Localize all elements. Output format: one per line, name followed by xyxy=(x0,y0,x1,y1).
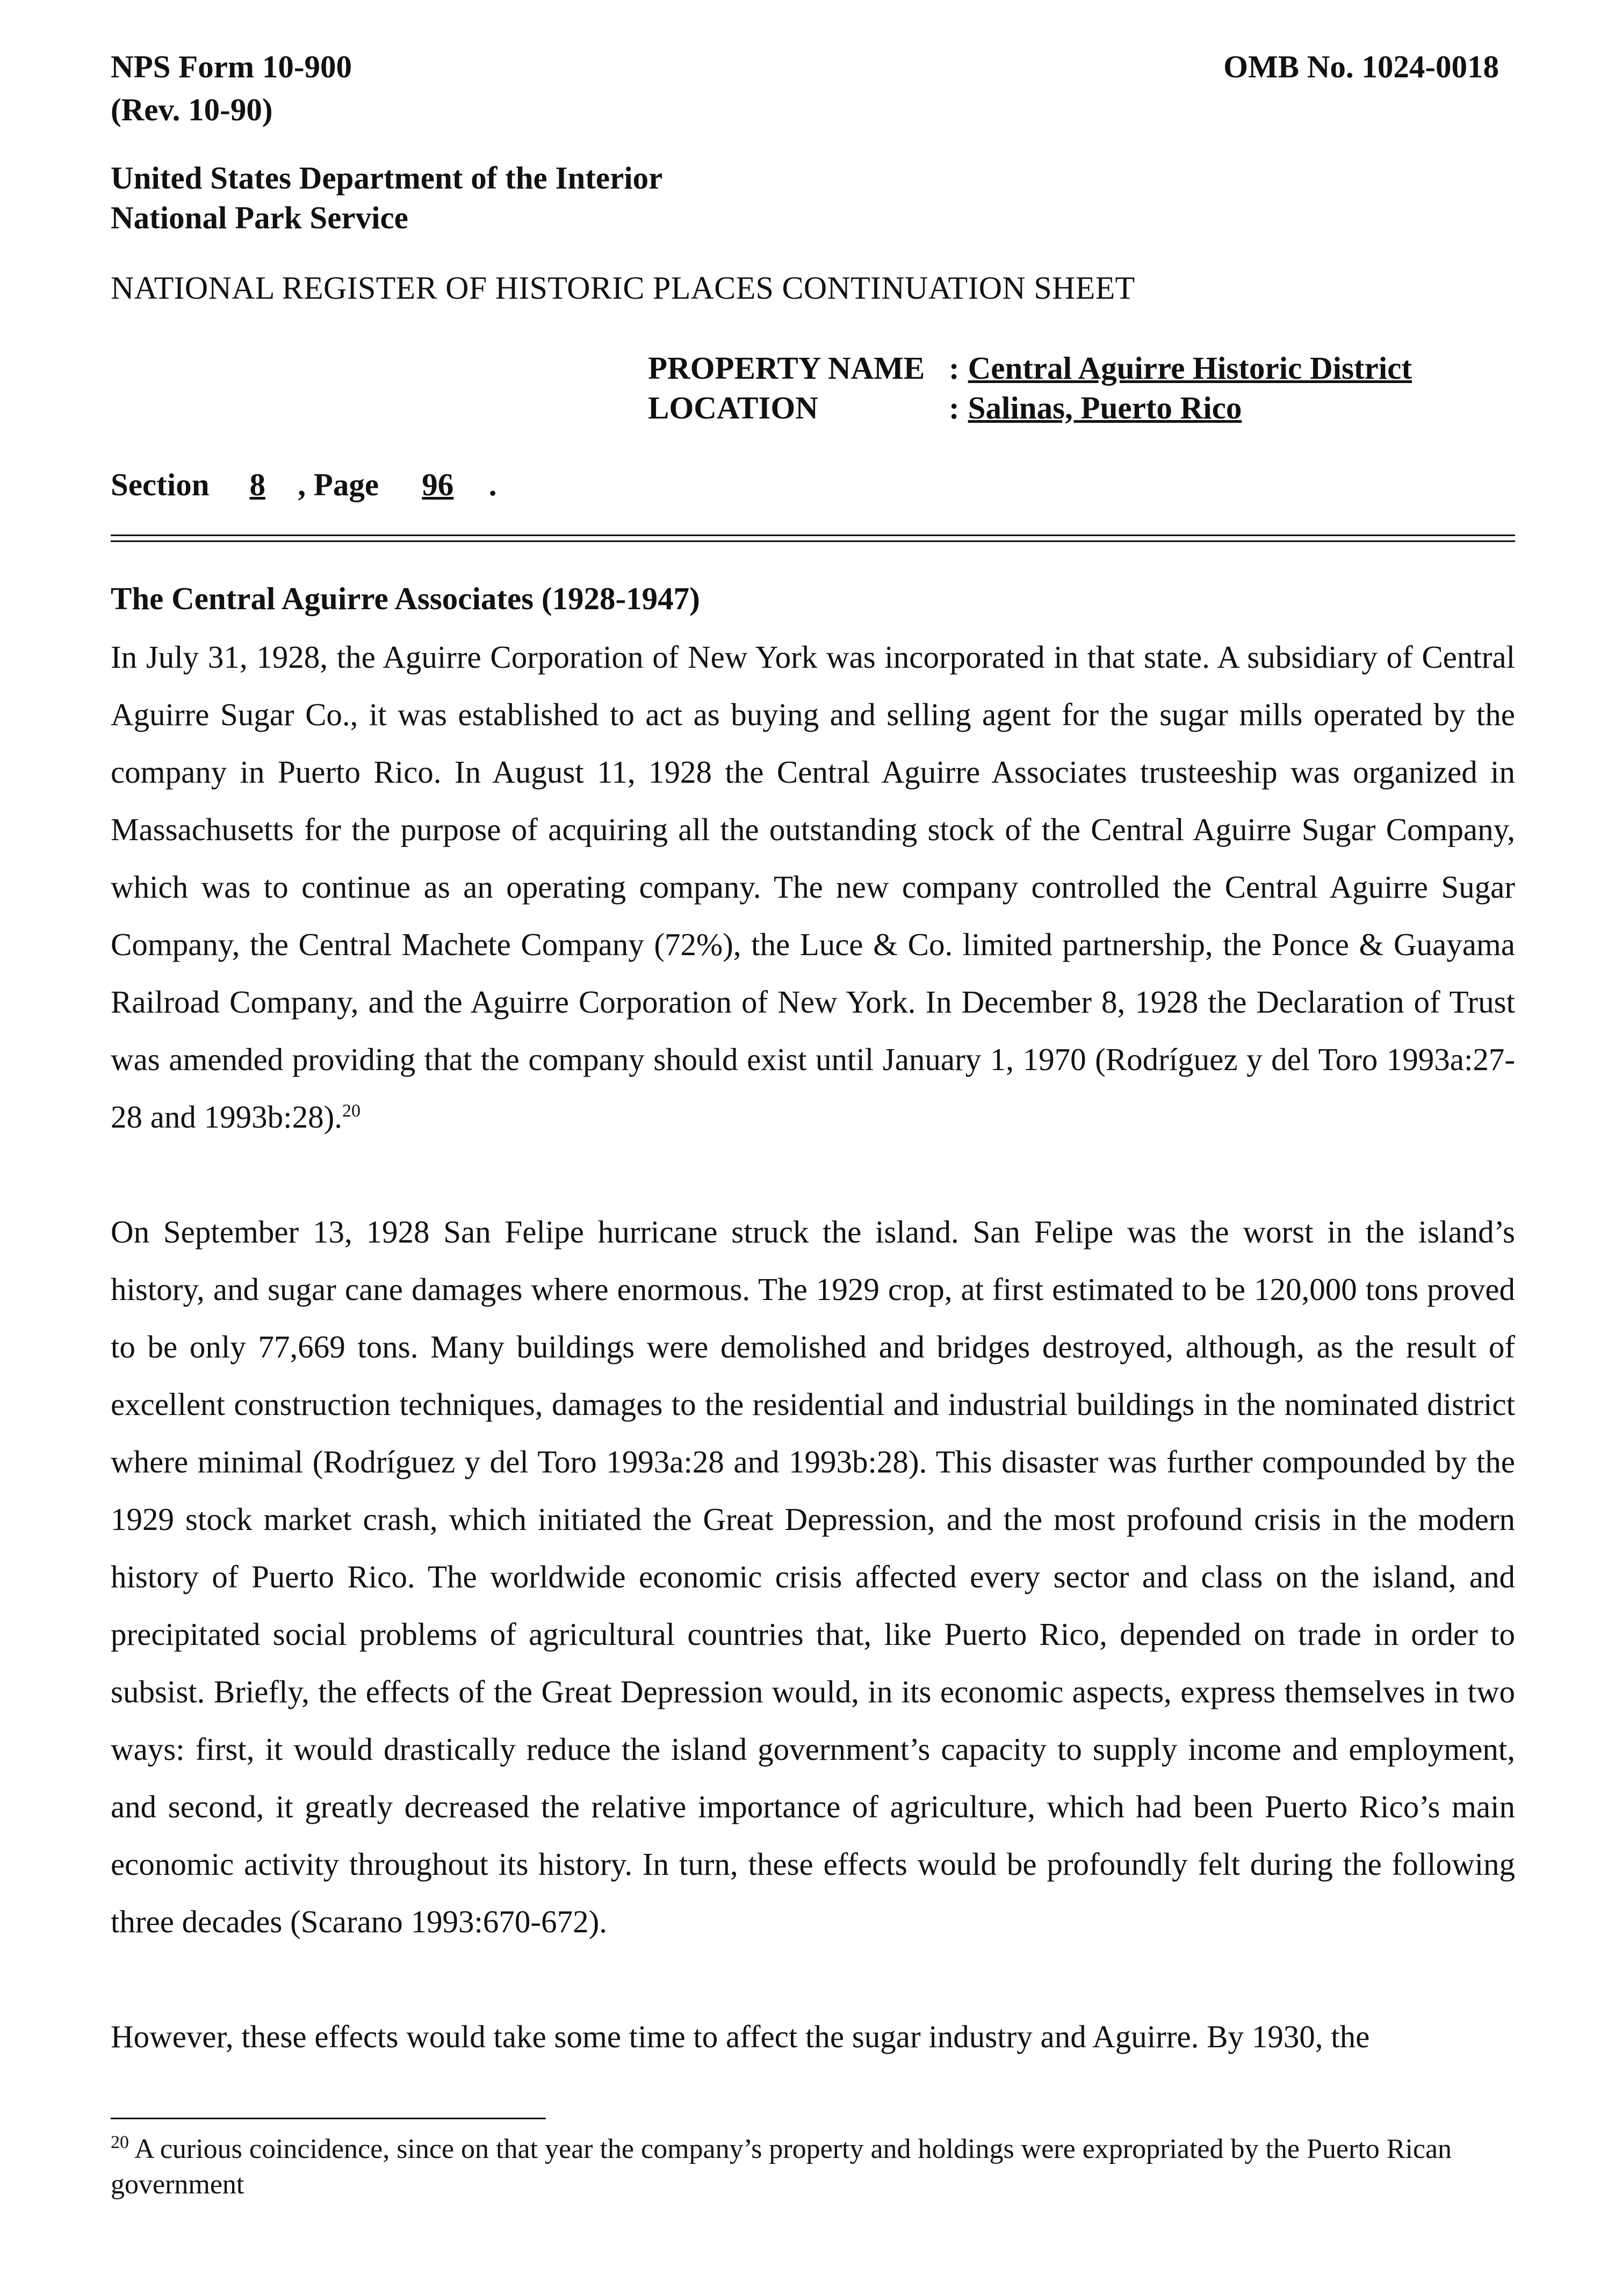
location-label: LOCATION xyxy=(648,390,818,425)
footnote-rule xyxy=(111,2118,546,2119)
paragraph-1 xyxy=(111,629,1515,1146)
form-number: NPS Form 10-900 xyxy=(111,49,352,84)
paragraph-1-text: In July 31, 1928, the Aguirre Corporation of New York was incorporated in that state. A subsidiary of Central Aguirre Sugar Co., it was established to act as buying and selling agent for the sugar mills operated by the company in Puerto Rico. In August 11, 1928 the Central Aguirre Associates trusteeship was organized in Massachusetts for the purpose of acquiring all the outstanding stock of the Central Aguirre Sugar Company, which was to continue as an operating company. The new company controlled the Central Aguirre Sugar Company, the Central Machete Company (72%), the Luce & Co. limited partnership, the Ponce & Guayama Railroad Company, and the Aguirre Corporation of New York. In December 8, 1928 the Declaration of Trust was amended providing that the company should exist until January 1, 1970 (Rodríguez y del Toro 1993a:27-28 and 1993b:28). xyxy=(111,639,1515,1135)
section-number: 8 xyxy=(249,467,266,502)
footnote-number: 20 xyxy=(111,2132,129,2153)
footnote xyxy=(111,2132,1515,2203)
department-name: United States Department of the Interior xyxy=(111,160,663,196)
property-name-label: PROPERTY NAME xyxy=(648,350,925,386)
service-name: National Park Service xyxy=(111,200,408,235)
footnote-reference: 20 xyxy=(342,1101,361,1121)
sheet-title: NATIONAL REGISTER OF HISTORIC PLACES CONTINUATION SHEET xyxy=(111,270,1135,306)
body-text xyxy=(111,577,1515,2066)
section-comma: , xyxy=(298,467,306,502)
footnote-text: A curious coincidence, since on that year the company’s property and holdings were expropriated by the Puerto Rican government xyxy=(111,2134,1452,2200)
form-number-block xyxy=(111,45,352,131)
header-double-rule xyxy=(111,535,1515,542)
paragraph-3: However, these effects would take some time to affect the sugar industry and Aguirre. By 1930, the xyxy=(111,2019,1370,2054)
paragraph-2: On September 13, 1928 San Felipe hurricane struck the island. San Felipe was the worst in the island’s history, and sugar cane damages where enormous. The 1929 crop, at first estimated to be 120,000 tons proved to be only 77,669 tons. Many buildings were demolished and bridges destroyed, although, as the result of excellent construction techniques, damages to the residential and industrial buildings in the nominated district where minimal (Rodríguez y del Toro 1993a:28 and 1993b:28). This disaster was further compounded by the 1929 stock market crash, which initiated the Great Depression, and the most profound crisis in the modern history of Puerto Rico. The worldwide economic crisis affected every sector and class on the island, and precipitated social problems of agricultural countries that, like Puerto Rico, depended on trade in order to subsist. Briefly, the effects of the Great Depression would, in its economic aspects, express themselves in two ways: first, it would drastically reduce the island government’s capacity to supply income and employment, and second, it greatly decreased the relative importance of agriculture, which had been Puerto Rico’s main economic activity throughout its history. In turn, these effects would be profoundly felt during the following three decades (Scarano 1993:670-672). xyxy=(111,1214,1515,1939)
omb-number: OMB No. 1024-0018 xyxy=(1223,49,1499,84)
property-name-value: Central Aguirre Historic District xyxy=(968,350,1412,386)
page-period: . xyxy=(488,467,497,502)
property-name-row xyxy=(648,348,1412,388)
page-number: 96 xyxy=(422,467,454,502)
property-name-colon: : xyxy=(949,350,960,386)
section-heading: The Central Aguirre Associates (1928-1947) xyxy=(111,581,700,616)
page-label: Page xyxy=(313,467,379,502)
location-colon: : xyxy=(949,390,960,425)
form-revision: (Rev. 10-90) xyxy=(111,92,273,127)
property-block xyxy=(648,348,1412,428)
agency-block xyxy=(111,158,662,237)
location-value: Salinas, Puerto Rico xyxy=(968,390,1242,425)
section-label: Section xyxy=(111,467,210,502)
location-row xyxy=(648,388,1412,428)
section-page-line xyxy=(111,466,497,503)
